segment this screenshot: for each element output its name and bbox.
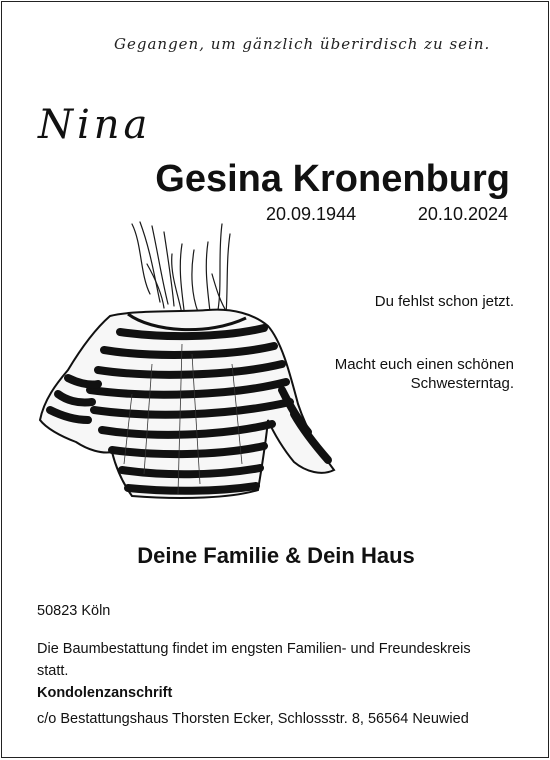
- motto: Gegangen, um gänzlich überirdisch zu sein.: [114, 35, 491, 53]
- obituary-notice: [1, 1, 549, 758]
- full-name: Gesina Kronenburg: [155, 158, 510, 200]
- quote-line: Schwesterntag.: [410, 375, 514, 392]
- family-signature: Deine Familie & Dein Haus: [137, 543, 415, 568]
- first-name: Nina: [38, 102, 152, 148]
- striped-shirt-sketch: [32, 214, 342, 514]
- burial-text: Die Baumbestattung findet im engsten Familien- und Freundeskreis: [37, 641, 471, 657]
- burial-info: [37, 638, 517, 730]
- condolence-address: c/o Bestattungshaus Thorsten Ecker, Schlossstr. 8, 56564 Neuwied: [37, 711, 469, 727]
- quote-sisters-day: [335, 355, 514, 393]
- birth-date: 20.09.1944: [266, 204, 357, 224]
- quote-missed: Du fehlst schon jetzt.: [374, 293, 514, 310]
- condolence-heading: Kondolenzanschrift: [37, 685, 173, 701]
- burial-text-cont: statt.: [37, 663, 69, 679]
- city: 50823 Köln: [37, 603, 111, 619]
- quote-line: Macht euch einen schönen: [334, 356, 514, 373]
- death-date: 20.10.2024: [417, 204, 508, 224]
